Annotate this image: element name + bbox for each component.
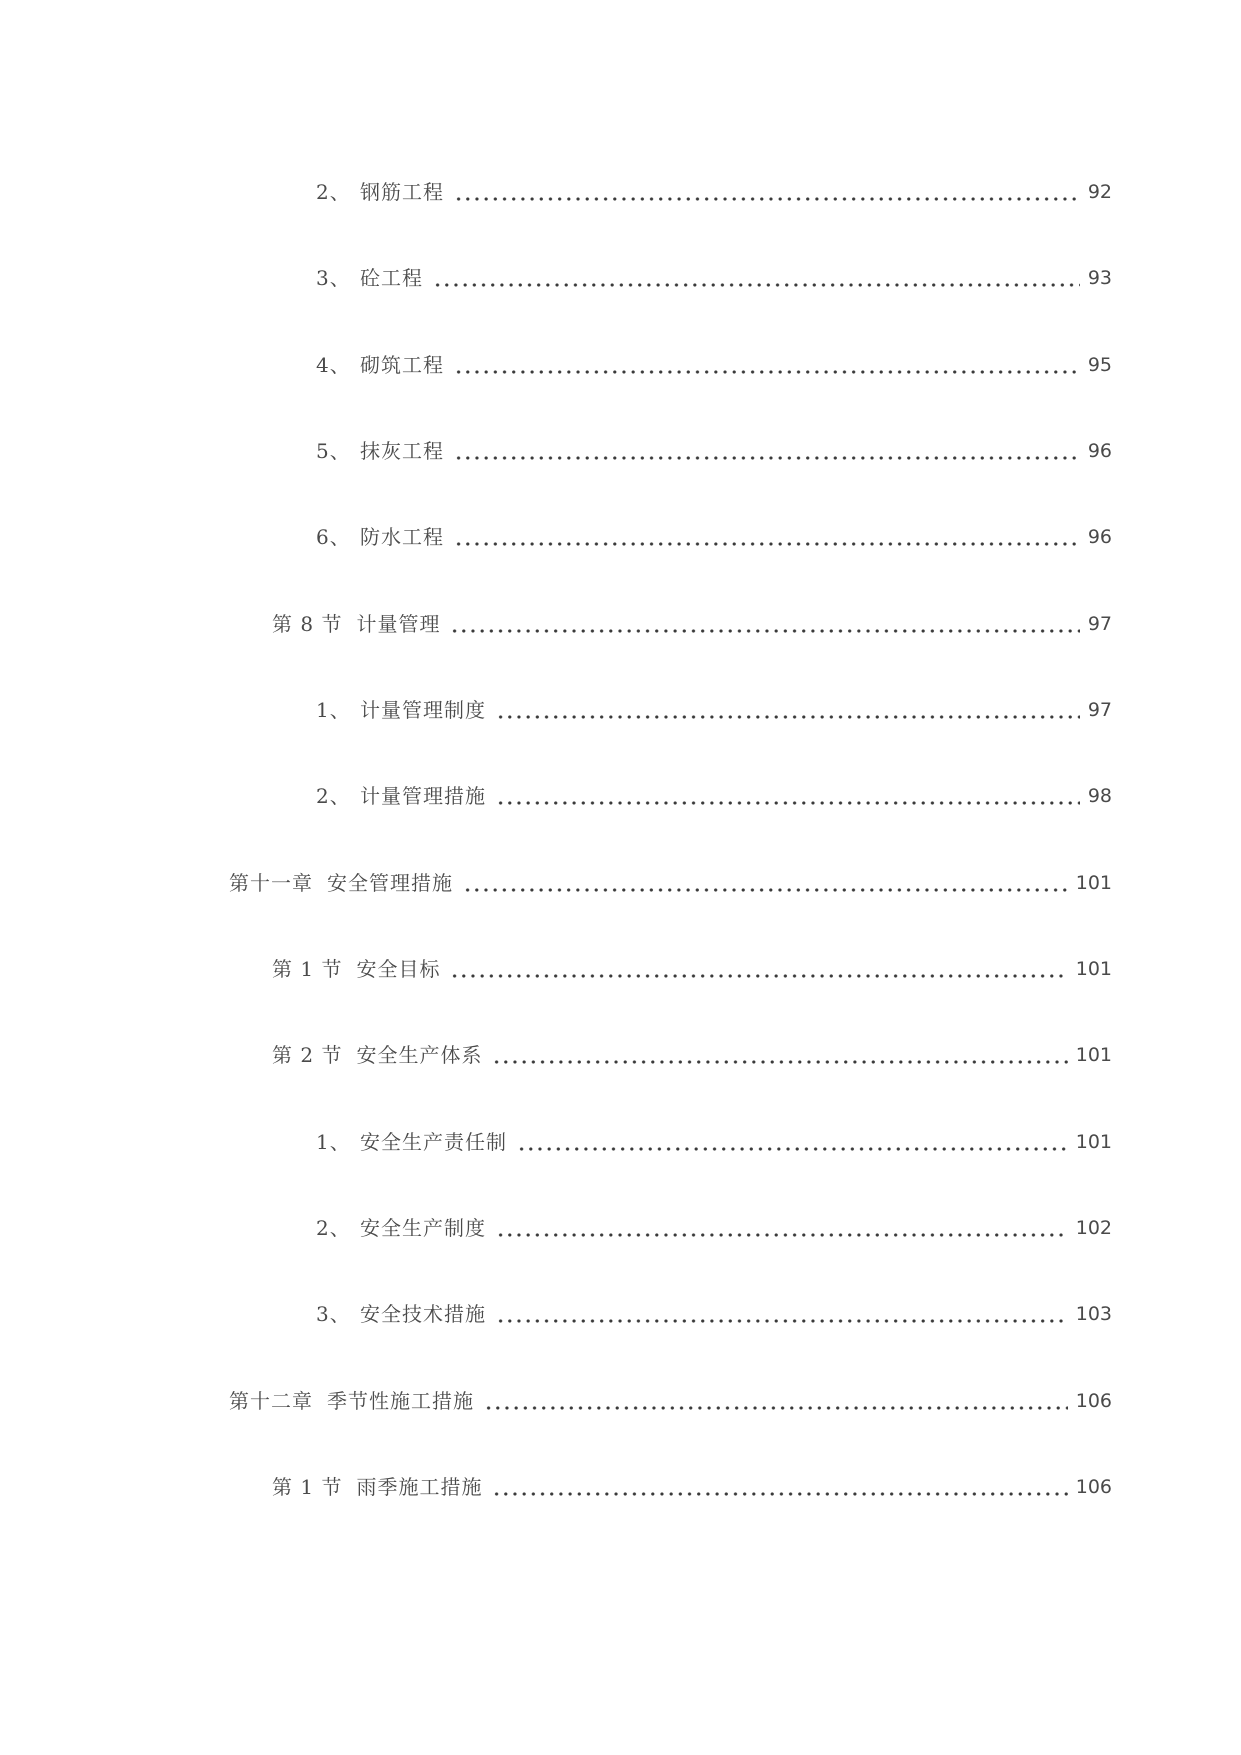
toc-entry-title: 安全生产制度	[360, 1216, 486, 1240]
toc-entry-number: 第 1 节	[272, 1475, 343, 1499]
toc-entry-title: 安全生产体系	[356, 1043, 483, 1067]
dot-leader	[492, 1035, 1067, 1075]
toc-entry-number: 第十一章	[229, 871, 313, 895]
toc-entry-number: 2、	[316, 1216, 351, 1240]
toc-entry[interactable]	[229, 1381, 1112, 1421]
dot-leader	[496, 776, 1080, 816]
toc-entry[interactable]	[272, 949, 1112, 989]
dot-leader	[454, 345, 1080, 385]
toc-entry[interactable]	[316, 172, 1112, 212]
toc-entry[interactable]	[316, 431, 1112, 471]
dot-leader	[454, 517, 1080, 557]
toc-entry[interactable]	[316, 258, 1112, 298]
toc-entry-number: 6、	[316, 525, 351, 549]
toc-entry-page: 93	[1087, 267, 1112, 289]
toc-entry-number: 第十二章	[229, 1389, 313, 1413]
toc-entry-title: 计量管理	[356, 612, 441, 636]
dot-leader	[433, 258, 1080, 298]
toc-entry-page: 106	[1075, 1390, 1112, 1412]
toc-entry-page: 95	[1087, 354, 1112, 376]
toc-entry-title: 计量管理措施	[360, 784, 486, 808]
toc-entry-number: 3、	[316, 1302, 351, 1326]
toc-entry[interactable]	[316, 1294, 1112, 1334]
toc-entry-page: 98	[1087, 785, 1112, 807]
toc-entry-title: 安全技术措施	[360, 1302, 486, 1326]
dot-leader	[492, 1467, 1067, 1507]
dot-leader	[450, 604, 1079, 644]
dot-leader	[450, 949, 1067, 989]
dot-leader	[496, 1294, 1068, 1334]
toc-entry-page: 101	[1075, 1044, 1112, 1066]
dot-leader	[496, 1208, 1068, 1248]
toc-entry-title: 砌筑工程	[360, 353, 444, 377]
toc-entry-title: 砼工程	[360, 266, 423, 290]
toc-entry-number: 第 1 节	[272, 957, 343, 981]
toc-entry[interactable]	[316, 517, 1112, 557]
toc-entry-page: 97	[1087, 613, 1112, 635]
toc-entry-number: 3、	[316, 266, 351, 290]
toc-entry[interactable]	[316, 1122, 1112, 1162]
toc-entry-number: 2、	[316, 784, 351, 808]
toc-entry-number: 5、	[316, 439, 351, 463]
dot-leader	[496, 690, 1080, 730]
toc-entry-page: 106	[1075, 1476, 1112, 1498]
toc-entry-page: 103	[1075, 1303, 1112, 1325]
toc-entry[interactable]	[316, 1208, 1112, 1248]
toc-entry-page: 101	[1075, 872, 1112, 894]
toc-entry[interactable]	[272, 1035, 1112, 1075]
toc-entry-page: 102	[1075, 1217, 1112, 1239]
dot-leader	[463, 863, 1068, 903]
toc-entry-page: 96	[1087, 526, 1112, 548]
toc-entry-title: 计量管理制度	[360, 698, 486, 722]
toc-entry[interactable]	[316, 345, 1112, 385]
toc-entry-number: 2、	[316, 180, 351, 204]
toc-entry[interactable]	[316, 776, 1112, 816]
toc-entry-title: 安全生产责任制	[360, 1130, 507, 1154]
toc-entry-title: 安全管理措施	[327, 871, 453, 895]
toc-entry[interactable]	[272, 604, 1112, 644]
toc-entry-title: 雨季施工措施	[356, 1475, 483, 1499]
toc-entry-title: 钢筋工程	[360, 180, 444, 204]
toc-entry-title: 抹灰工程	[360, 439, 444, 463]
toc-entry[interactable]	[272, 1467, 1112, 1507]
toc-entry-title: 安全目标	[356, 957, 441, 981]
toc-entry-page: 92	[1087, 181, 1112, 203]
toc-entry-page: 101	[1075, 958, 1112, 980]
toc-entry-page: 97	[1087, 699, 1112, 721]
dot-leader	[484, 1381, 1068, 1421]
dot-leader	[454, 431, 1080, 471]
toc-entry-number: 1、	[316, 1130, 351, 1154]
toc-entry-page: 96	[1087, 440, 1112, 462]
dot-leader	[454, 172, 1080, 212]
toc-entry-page: 101	[1075, 1131, 1112, 1153]
toc-entry-number: 第 8 节	[272, 612, 343, 636]
toc-entry-number: 第 2 节	[272, 1043, 343, 1067]
toc-entry[interactable]	[229, 863, 1112, 903]
toc-entry-title: 防水工程	[360, 525, 444, 549]
dot-leader	[517, 1122, 1068, 1162]
toc-entry-number: 4、	[316, 353, 351, 377]
toc-entry-number: 1、	[316, 698, 351, 722]
toc-entry-title: 季节性施工措施	[327, 1389, 474, 1413]
toc-entry[interactable]	[316, 690, 1112, 730]
